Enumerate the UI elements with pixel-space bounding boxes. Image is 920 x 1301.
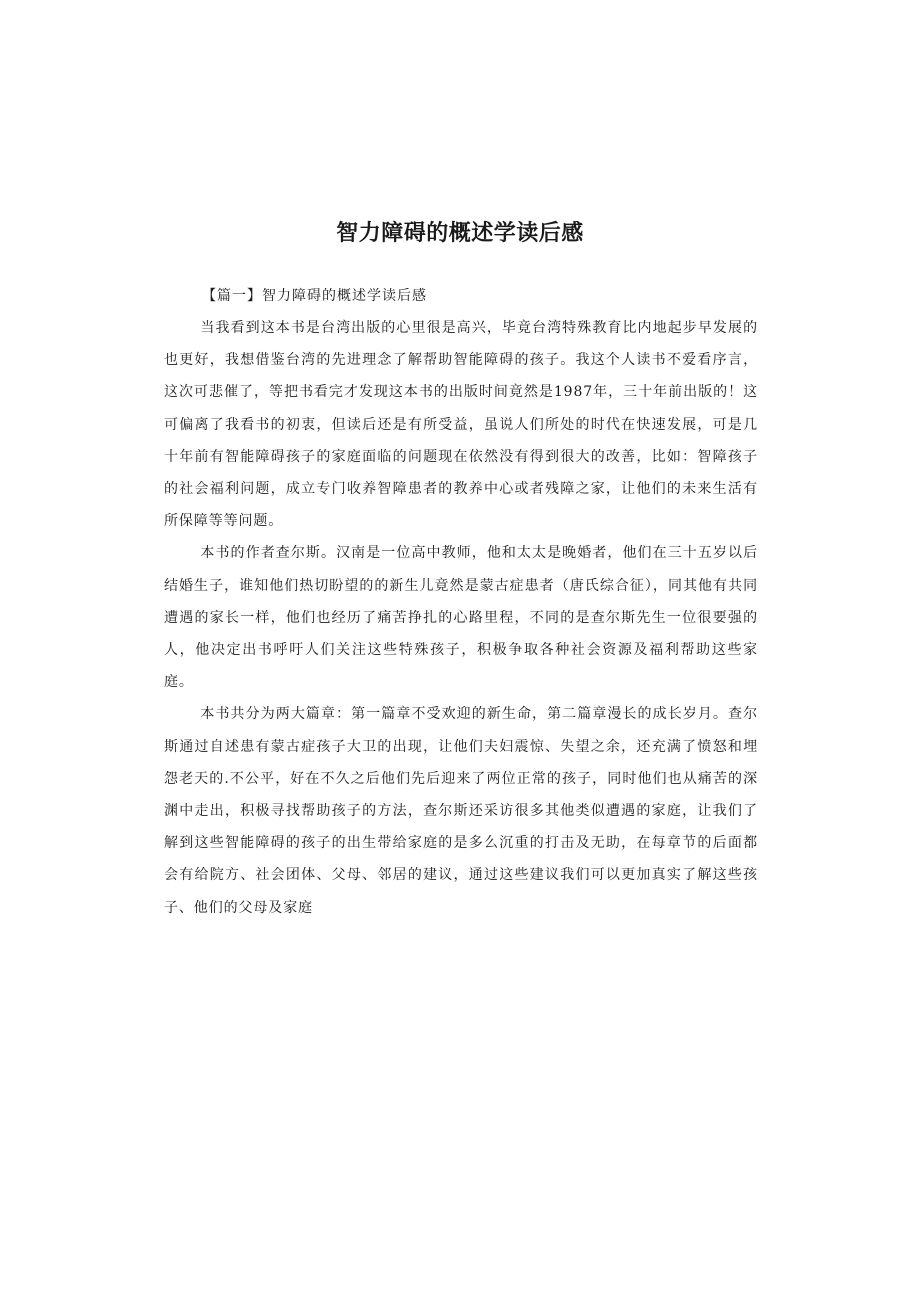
paragraph-1: 当我看到这本书是台湾出版的心里很是高兴，毕竟台湾特殊教育比内地起步早发展的也更好，我想借鉴台湾的先进理念了解帮助智能障碍的孩子。我这个人读书不爱看序言，这次可悲催了，等把书看完才发现这本书的出版时间竟然是1987年，三十年前出版的！这可偏离了我看书的初衷，但读后还是有所受益，虽说人们所处的时代在快速发展，可是几十年前有智能障碍孩子的家庭面临的问题现在依然没有得到很大的改善，比如：智障孩子的社会福利问题，成立专门收养智障患者的教养中心或者残障之家，让他们的未来生活有所保障等等问题。 (164, 320, 758, 530)
section-heading: 【篇一】智力障碍的概述学读后感 (202, 288, 427, 304)
document-title: 智力障碍的概述学读后感 (336, 221, 584, 246)
paragraph-2: 本书的作者查尔斯。汉南是一位高中教师，他和太太是晚婚者，他们在三十五岁以后结婚生子，谁知他们热切盼望的的新生儿竟然是蒙古症患者（唐氏综合征），同其他有共同遭遇的家长一样，他们也经历了痛苦挣扎的心路里程，不同的是查尔斯先生一位很要强的人，他决定出书呼吁人们关注这些特殊孩子，积极争取各种社会资源及福利帮助这些家庭。 (164, 545, 758, 691)
document-body (164, 280, 758, 924)
paragraph-3: 本书共分为两大篇章：第一篇章不受欢迎的新生命，第二篇章漫长的成长岁月。查尔斯通过自述患有蒙古症孩子大卫的出现，让他们夫妇震惊、失望之余，还充满了愤怒和埋怨老天的.不公平，好在不久之后他们先后迎来了两位正常的孩子，同时他们也从痛苦的深渊中走出，积极寻找帮助孩子的方法，查尔斯还采访很多其他类似遭遇的家庭，让我们了解到这些智能障碍的孩子的出生带给家庭的是多么沉重的打击及无助，在每章节的后面都会有给院方、社会团体、父母、邻居的建议，通过这些建议我们可以更加真实了解这些孩子、他们的父母及家庭 (164, 706, 758, 916)
